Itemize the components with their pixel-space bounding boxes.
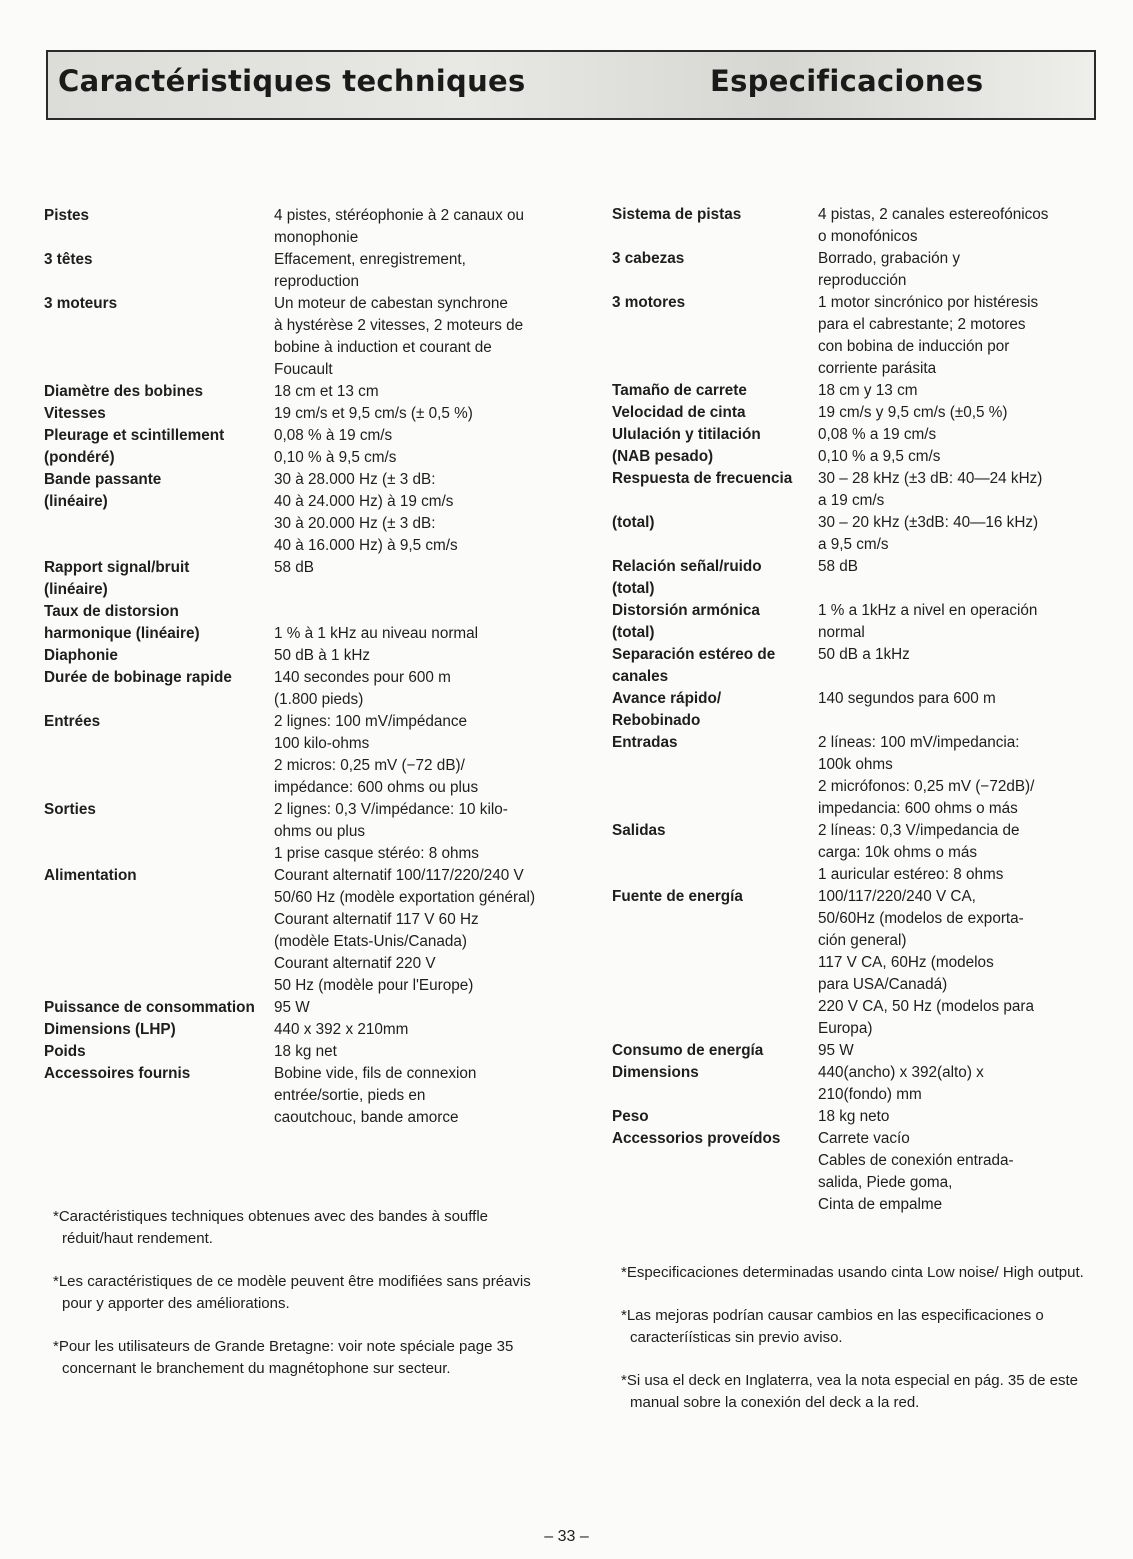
- spec-row: [612, 556, 1112, 600]
- spec-value-line: 50/60 Hz (modèle exportation général): [274, 889, 536, 906]
- spec-label: [44, 381, 274, 403]
- spec-label-line: (linéaire): [44, 581, 108, 598]
- spec-value-line: 30 – 28 kHz (±3 dB: 40—24 kHz): [818, 470, 1043, 487]
- footnote: *Pour les utilisateurs de Grande Bretagne: voir note spéciale page 35 concernant le branchement du magnétophone sur secteur.: [53, 1338, 514, 1377]
- spec-label-line: Rapport signal/bruit: [44, 559, 190, 576]
- spec-row: [612, 402, 1112, 424]
- spec-row: [44, 425, 604, 469]
- spec-row: [612, 424, 1112, 468]
- spec-value-line: 30 à 28.000 Hz (± 3 dB:: [274, 471, 436, 488]
- spec-label-line: Fuente de energía: [612, 888, 743, 905]
- spec-value-line: Bobine vide, fils de connexion: [274, 1065, 477, 1082]
- spec-label-line: (pondéré): [44, 449, 115, 466]
- spec-row: [612, 204, 1112, 248]
- spec-value-line: reproducción: [818, 272, 907, 289]
- spec-value: [274, 1019, 604, 1041]
- spec-value-line: con bobina de inducción por: [818, 338, 1010, 355]
- spec-label-line: Dimensions: [612, 1064, 699, 1081]
- spec-value-line: carga: 10k ohms o más: [818, 844, 977, 861]
- spec-value-line: 2 micrófonos: 0,25 mV (−72dB)/: [818, 778, 1035, 795]
- spec-value-line: (modèle Etats-Unis/Canada): [274, 933, 467, 950]
- spec-label: [612, 1062, 818, 1106]
- spec-label: [44, 1063, 274, 1129]
- spec-label-line: Bande passante: [44, 471, 162, 488]
- spec-label-line: Taux de distorsion: [44, 603, 179, 620]
- spec-value: [274, 425, 604, 469]
- spec-row: [612, 248, 1112, 292]
- spec-value-line: Cinta de empalme: [818, 1196, 943, 1213]
- spec-label: [44, 997, 274, 1019]
- spec-value-line: 50 dB a 1kHz: [818, 646, 910, 663]
- spec-value: [818, 600, 1112, 644]
- section-header: [46, 50, 1096, 120]
- spec-label-line: Dimensions (LHP): [44, 1021, 176, 1038]
- spec-label: [44, 711, 274, 799]
- spec-value: [274, 557, 604, 601]
- spec-value-line: Un moteur de cabestan synchrone: [274, 295, 508, 312]
- spec-label-line: Diaphonie: [44, 647, 118, 664]
- spec-label: [612, 424, 818, 468]
- spec-value-line: corriente parásita: [818, 360, 937, 377]
- spec-value-line: à hystérèse 2 vitesses, 2 moteurs de: [274, 317, 524, 334]
- spec-value: [818, 644, 1112, 688]
- spec-label-line: Vitesses: [44, 405, 106, 422]
- spec-value-line: 2 micros: 0,25 mV (−72 dB)/: [274, 757, 465, 774]
- spec-row: [612, 380, 1112, 402]
- spec-value-line: a 19 cm/s: [818, 492, 885, 509]
- spec-value-line: para el cabrestante; 2 motores: [818, 316, 1026, 333]
- spec-value-line: 0,08 % a 19 cm/s: [818, 426, 937, 443]
- spec-row: [612, 1040, 1112, 1062]
- spec-value: [818, 424, 1112, 468]
- spec-label-line: 3 cabezas: [612, 250, 685, 267]
- spec-row: [44, 1063, 604, 1129]
- spec-row: [44, 469, 604, 557]
- spec-value: [818, 1128, 1112, 1216]
- spec-label-line: Separación estéreo de: [612, 646, 776, 663]
- spec-label-line: Diamètre des bobines: [44, 383, 203, 400]
- spec-label: [612, 688, 818, 732]
- spec-row: [612, 644, 1112, 688]
- spec-value: [274, 381, 604, 403]
- spec-value-line: 140 secondes pour 600 m: [274, 669, 451, 686]
- spec-value-line: caoutchouc, bande amorce: [274, 1109, 459, 1126]
- spec-value: [274, 293, 604, 381]
- spec-value-line: reproduction: [274, 273, 360, 290]
- spec-value: [818, 1062, 1112, 1106]
- spec-value-line: 50/60Hz (modelos de exporta-: [818, 910, 1024, 927]
- spec-label-line: Pleurage et scintillement: [44, 427, 225, 444]
- spec-label-line: [612, 490, 818, 512]
- spec-row: [612, 600, 1112, 644]
- spec-value-line: Courant alternatif 220 V: [274, 955, 436, 972]
- spec-row: [612, 292, 1112, 380]
- spec-label-line: Entrées: [44, 713, 101, 730]
- spec-label-line: Respuesta de frecuencia: [612, 470, 793, 487]
- spec-value-line: 18 cm et 13 cm: [274, 383, 379, 400]
- spec-value-line: 100 kilo-ohms: [274, 735, 370, 752]
- spec-label-line: 3 motores: [612, 294, 686, 311]
- spec-value-line: 117 V CA, 60Hz (modelos: [818, 954, 994, 971]
- spec-value: [274, 205, 604, 249]
- spec-row: [44, 403, 604, 425]
- spec-value-line: 0,10 % a 9,5 cm/s: [818, 448, 941, 465]
- spec-label: [612, 380, 818, 402]
- spec-value-line: Cables de conexión entrada-: [818, 1152, 1014, 1169]
- spec-value: [818, 380, 1112, 402]
- spec-row: [612, 886, 1112, 1040]
- spec-row: [44, 997, 604, 1019]
- spec-label-line: canales: [612, 668, 669, 685]
- spec-value-line: 19 cm/s et 9,5 cm/s (± 0,5 %): [274, 405, 473, 422]
- spec-row: [44, 645, 604, 667]
- spec-value-line: 2 lignes: 100 mV/impédance: [274, 713, 468, 730]
- spec-label-line: Entradas: [612, 734, 678, 751]
- spec-label-line: Peso: [612, 1108, 649, 1125]
- spec-label: [612, 1106, 818, 1128]
- spec-row: [44, 601, 604, 645]
- spec-label: [612, 644, 818, 688]
- spec-value: [274, 667, 604, 711]
- spec-value-line: 1 prise casque stéréo: 8 ohms: [274, 845, 479, 862]
- spec-value-line: 40 à 16.000 Hz) à 9,5 cm/s: [274, 537, 458, 554]
- spec-value-line: ohms ou plus: [274, 823, 365, 840]
- spec-value: [818, 1040, 1112, 1062]
- spec-value: [818, 886, 1112, 1040]
- spec-value-line: 58 dB: [274, 559, 314, 576]
- spec-value-line: Europa): [818, 1020, 873, 1037]
- spec-label-line: Sistema de pistas: [612, 206, 742, 223]
- spec-label: [44, 469, 274, 557]
- spec-row: [44, 1019, 604, 1041]
- spec-label-line: Relación señal/ruido: [612, 558, 762, 575]
- spec-label: [44, 425, 274, 469]
- spec-value: [274, 1063, 604, 1129]
- page-number: – 33 –: [544, 1528, 589, 1545]
- spec-value-line: 440(ancho) x 392(alto) x: [818, 1064, 984, 1081]
- spec-row: [44, 381, 604, 403]
- spec-label-line: Ululación y titilación: [612, 426, 761, 443]
- spec-label-line: Rebobinado: [612, 712, 701, 729]
- spec-value: [818, 556, 1112, 600]
- spec-value-line: 0,10 % à 9,5 cm/s: [274, 449, 397, 466]
- spec-value-line: 40 à 24.000 Hz) à 19 cm/s: [274, 493, 454, 510]
- spec-label: [44, 249, 274, 293]
- spec-value-line: 1 % à 1 kHz au niveau normal: [274, 625, 479, 642]
- spec-value-line: 4 pistas, 2 canales estereofónicos: [818, 206, 1049, 223]
- spec-label: [44, 557, 274, 601]
- spec-label: [612, 468, 818, 556]
- spec-value-line: 19 cm/s y 9,5 cm/s (±0,5 %): [818, 404, 1008, 421]
- footnote: *Caractéristiques techniques obtenues avec des bandes à souffle réduit/haut rendement.: [53, 1208, 489, 1247]
- footnote: *Especificaciones determinadas usando cinta Low noise/ High output.: [621, 1264, 1084, 1281]
- spec-value-line: Carrete vacío: [818, 1130, 910, 1147]
- spec-label-line: Velocidad de cinta: [612, 404, 746, 421]
- spec-row: [612, 1062, 1112, 1106]
- spec-value-line: impedancia: 600 ohms o más: [818, 800, 1018, 817]
- spec-label-line: Sorties: [44, 801, 96, 818]
- footnotes-spanish: [616, 1262, 1106, 1435]
- spec-label: [612, 292, 818, 380]
- spec-row: [44, 799, 604, 865]
- spec-value: [818, 248, 1112, 292]
- spec-value: [818, 292, 1112, 380]
- spec-label-line: (total): [612, 514, 655, 531]
- spec-label-line: Avance rápido/: [612, 690, 722, 707]
- spec-value-line: 100k ohms: [818, 756, 893, 773]
- spec-label-line: Salidas: [612, 822, 666, 839]
- spec-value-line: ción general): [818, 932, 907, 949]
- spec-label: [44, 799, 274, 865]
- spec-value-line: 210(fondo) mm: [818, 1086, 922, 1103]
- spec-value-line: monophonie: [274, 229, 359, 246]
- spec-value: [274, 469, 604, 557]
- spec-label-line: Alimentation: [44, 867, 137, 884]
- spec-value-line: o monofónicos: [818, 228, 918, 245]
- spec-value-line: 140 segundos para 600 m: [818, 690, 996, 707]
- spec-value: [274, 997, 604, 1019]
- spec-label: [44, 601, 274, 645]
- spec-value-line: Courant alternatif 100/117/220/240 V: [274, 867, 524, 884]
- spec-row: [44, 249, 604, 293]
- spec-value-line: 440 x 392 x 210mm: [274, 1021, 409, 1038]
- spec-label-line: (total): [612, 624, 655, 641]
- spec-value-line: Borrado, grabación y: [818, 250, 961, 267]
- spec-value: [274, 601, 604, 645]
- spec-value-line: 95 W: [274, 999, 310, 1016]
- spec-label-line: (linéaire): [44, 493, 108, 510]
- spec-row: [612, 1106, 1112, 1128]
- spec-label: [44, 293, 274, 381]
- spec-value-line: 4 pistes, stéréophonie à 2 canaux ou: [274, 207, 525, 224]
- spec-label-line: (NAB pesado): [612, 448, 714, 465]
- spec-value-line: para USA/Canadá): [818, 976, 948, 993]
- spec-value: [274, 799, 604, 865]
- spec-value-line: 1 % a 1kHz a nivel en operación: [818, 602, 1038, 619]
- spec-value-line: 2 líneas: 100 mV/impedancia:: [818, 734, 1020, 751]
- spec-label: [612, 732, 818, 820]
- spec-value: [818, 468, 1112, 556]
- spec-label-line: Consumo de energía: [612, 1042, 764, 1059]
- spec-value: [818, 1106, 1112, 1128]
- title-french: Caractéristiques techniques: [58, 64, 526, 98]
- spec-value-line: (1.800 pieds): [274, 691, 364, 708]
- spec-label-line: 3 têtes: [44, 251, 93, 268]
- spec-value-line: 18 kg neto: [818, 1108, 890, 1125]
- spec-label-line: Puissance de consommation: [44, 999, 255, 1016]
- spec-value: [274, 249, 604, 293]
- spec-row: [612, 688, 1112, 732]
- spec-value-line: 100/117/220/240 V CA,: [818, 888, 976, 905]
- spec-value-line: entrée/sortie, pieds en: [274, 1087, 426, 1104]
- spec-label: [612, 1040, 818, 1062]
- footnote: *Las mejoras podrían causar cambios en las especificaciones o caracteríísticas sin previo aviso.: [621, 1307, 1044, 1346]
- spec-value-line: impédance: 600 ohms ou plus: [274, 779, 479, 796]
- spec-row: [612, 820, 1112, 886]
- spec-label-line: Accessoires fournis: [44, 1065, 191, 1082]
- spec-label: [44, 667, 274, 711]
- footnote: *Les caractéristiques de ce modèle peuvent être modifiées sans préavis pour y apporter des améliorations.: [53, 1273, 531, 1312]
- spec-value: [818, 732, 1112, 820]
- spec-label: [612, 402, 818, 424]
- spec-value-line: 1 motor sincrónico por histéresis: [818, 294, 1039, 311]
- spec-row: [44, 711, 604, 799]
- spec-label: [44, 865, 274, 997]
- spec-value-line: [274, 601, 604, 623]
- specs-table-french: [44, 205, 604, 1129]
- spec-value-line: 50 Hz (modèle pour l'Europe): [274, 977, 474, 994]
- spec-value-line: 18 kg net: [274, 1043, 337, 1060]
- spec-value-line: 30 – 20 kHz (±3dB: 40—16 kHz): [818, 514, 1039, 531]
- spec-value-line: 1 auricular estéreo: 8 ohms: [818, 866, 1004, 883]
- spec-row: [612, 1128, 1112, 1216]
- spec-value-line: bobine à induction et courant de: [274, 339, 492, 356]
- spec-label-line: harmonique (linéaire): [44, 625, 200, 642]
- spec-label-line: (total): [612, 580, 655, 597]
- spec-value-line: Foucault: [274, 361, 333, 378]
- spec-label-line: Durée de bobinage rapide: [44, 669, 232, 686]
- spec-row: [44, 865, 604, 997]
- spec-row: [44, 205, 604, 249]
- spec-row: [44, 293, 604, 381]
- spec-value: [818, 820, 1112, 886]
- spec-label: [612, 1128, 818, 1216]
- spec-value-line: 2 líneas: 0,3 V/impedancia de: [818, 822, 1020, 839]
- spec-row: [44, 667, 604, 711]
- spec-value: [818, 402, 1112, 424]
- spec-label-line: Poids: [44, 1043, 86, 1060]
- spec-value-line: 2 lignes: 0,3 V/impédance: 10 kilo-: [274, 801, 508, 818]
- spec-label: [612, 204, 818, 248]
- spec-label: [612, 556, 818, 600]
- spec-label: [612, 248, 818, 292]
- spec-label-line: 3 moteurs: [44, 295, 118, 312]
- footnote: *Si usa el deck en Inglaterra, vea la nota especial en pág. 35 de este manual sobre la conexión del deck a la red.: [621, 1372, 1078, 1411]
- spec-row: [44, 557, 604, 601]
- spec-row: [44, 1041, 604, 1063]
- spec-row: [612, 732, 1112, 820]
- spec-label: [612, 600, 818, 644]
- spec-value-line: 58 dB: [818, 558, 858, 575]
- spec-label-line: Pistes: [44, 207, 90, 224]
- spec-value-line: a 9,5 cm/s: [818, 536, 889, 553]
- spec-value-line: 18 cm y 13 cm: [818, 382, 918, 399]
- specs-table-spanish: [612, 204, 1112, 1216]
- spec-value-line: 50 dB à 1 kHz: [274, 647, 371, 664]
- spec-value: [274, 711, 604, 799]
- spec-value: [274, 1041, 604, 1063]
- spec-value-line: Effacement, enregistrement,: [274, 251, 466, 268]
- spec-row: [612, 468, 1112, 556]
- spec-label: [44, 1019, 274, 1041]
- spec-label: [612, 886, 818, 1040]
- spec-label: [44, 403, 274, 425]
- spec-value-line: 0,08 % à 19 cm/s: [274, 427, 393, 444]
- spec-value-line: Courant alternatif 117 V 60 Hz: [274, 911, 479, 928]
- spec-value-line: 95 W: [818, 1042, 854, 1059]
- footnotes-french: [48, 1206, 538, 1401]
- title-spanish: Especificaciones: [710, 64, 984, 98]
- spec-value-line: 220 V CA, 50 Hz (modelos para: [818, 998, 1034, 1015]
- spec-label: [44, 1041, 274, 1063]
- spec-label: [612, 820, 818, 886]
- spec-label-line: Tamaño de carrete: [612, 382, 747, 399]
- spec-label: [44, 645, 274, 667]
- spec-label-line: Accessorios proveídos: [612, 1130, 781, 1147]
- spec-label-line: Distorsión armónica: [612, 602, 760, 619]
- spec-value-line: salida, Piede goma,: [818, 1174, 953, 1191]
- spec-value-line: normal: [818, 624, 865, 641]
- spec-value: [818, 204, 1112, 248]
- spec-value: [274, 865, 604, 997]
- spec-label: [44, 205, 274, 249]
- spec-value-line: 30 à 20.000 Hz (± 3 dB:: [274, 515, 436, 532]
- spec-value: [818, 688, 1112, 732]
- spec-value: [274, 403, 604, 425]
- spec-value: [274, 645, 604, 667]
